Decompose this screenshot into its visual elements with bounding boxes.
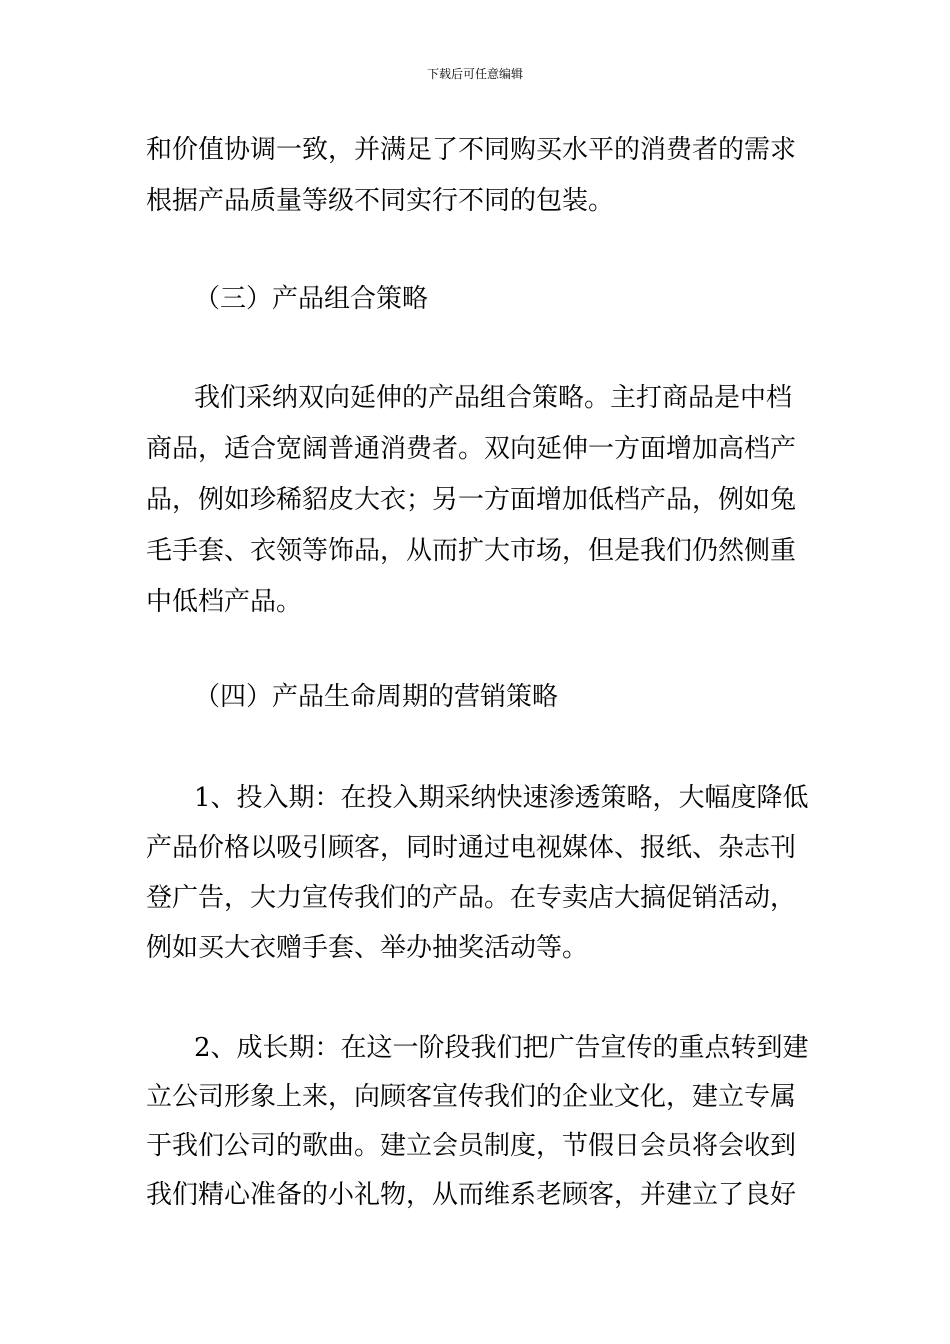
text-line: 例如买大衣赠手套、举办抽奖活动等。 (146, 933, 589, 963)
text-line: 中低档产品。 (146, 587, 303, 617)
text-line: 立公司形象上来，向顾客宣传我们的企业文化，建立专属 (146, 1082, 797, 1112)
page-header: 下载后可任意编辑 (426, 67, 523, 81)
text-line: 品，例如珍稀貂皮大衣；另一方面增加低档产品，例如兔 (146, 485, 797, 515)
text-line: 于我们公司的歌曲。建立会员制度，节假日会员将会收到 (146, 1131, 797, 1161)
paragraph-first-line: 我们采纳双向延伸的产品组合策略。主打商品是中档 (194, 383, 793, 413)
text-line: 毛手套、衣领等饰品，从而扩大市场，但是我们仍然侧重 (146, 536, 797, 566)
text-line: 和价值协调一致，并满足了不同购买水平的消费者的需求 (146, 135, 797, 165)
text-line: 根据产品质量等级不同实行不同的包装。 (146, 186, 615, 216)
section-heading: （四）产品生命周期的营销策略 (194, 682, 559, 712)
text-line: 产品价格以吸引顾客，同时通过电视媒体、报纸、杂志刊 (146, 833, 797, 863)
text-line: 我们精心准备的小礼物，从而维系老顾客，并建立了良好 (146, 1180, 797, 1210)
paragraph-first-line: 2、成长期：在这一阶段我们把广告宣传的重点转到建 (194, 1033, 809, 1063)
text-line: 登广告，大力宣传我们的产品。在专卖店大搞促销活动， (146, 883, 797, 913)
section-heading: （三）产品组合策略 (194, 284, 429, 314)
text-line: 商品，适合宽阔普通消费者。双向延伸一方面增加高档产 (146, 434, 797, 464)
paragraph-first-line: 1、投入期：在投入期采纳快速渗透策略，大幅度降低 (194, 783, 809, 813)
